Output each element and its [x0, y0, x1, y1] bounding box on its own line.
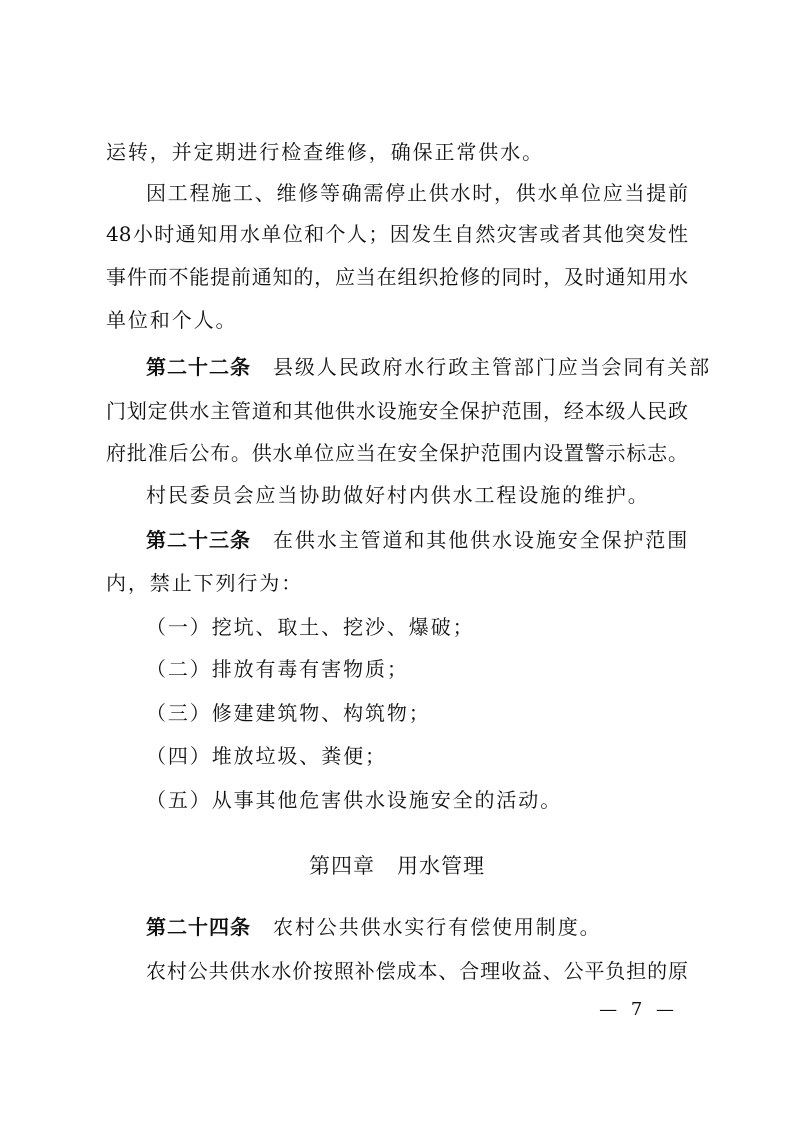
paragraph-line: 事件而不能提前通知的，应当在组织抢修的同时，及时通知用水 — [106, 265, 688, 289]
page-number: — 7 — — [599, 999, 678, 1020]
paragraph-line: 单位和个人。 — [106, 308, 238, 332]
paragraph-line: 内，禁止下列行为： — [106, 571, 304, 595]
article-text: 在供水主管道和其他供水设施安全保护范围 — [273, 528, 690, 552]
list-item: （二）排放有毒有害物质； — [146, 657, 409, 681]
chapter-heading: 第四章 用水管理 — [309, 854, 485, 878]
paragraph-line: 门划定供水主管道和其他供水设施安全保护范围，经本级人民政 — [106, 399, 688, 423]
article-22-first-line — [146, 352, 711, 382]
list-item: （一）挖坑、取土、挖沙、爆破； — [146, 615, 475, 639]
paragraph-line: 村民委员会应当协助做好村内供水工程设施的维护。 — [146, 483, 650, 507]
article-number: 第二十四条 — [146, 915, 251, 939]
list-item: （四）堆放垃圾、粪便； — [146, 744, 387, 768]
article-number: 第二十二条 — [146, 355, 251, 379]
article-24-first-line — [146, 912, 688, 942]
paragraph-line: 48小时通知用水单位和个人；因发生自然灾害或者其他突发性 — [106, 222, 688, 246]
list-item: （五）从事其他危害供水设施安全的活动。 — [146, 788, 563, 812]
paragraph-line: 府批准后公布。供水单位应当在安全保护范围内设置警示标志。 — [106, 441, 688, 465]
paragraph-line: 农村公共供水水价按照补偿成本、合理收益、公平负担的原 — [146, 959, 688, 983]
article-text: 农村公共供水实行有偿使用制度。 — [273, 915, 602, 939]
paragraph-line: 运转，并定期进行检查维修，确保正常供水。 — [106, 140, 544, 164]
list-item: （三）修建建筑物、构筑物； — [146, 701, 431, 725]
article-number: 第二十三条 — [146, 528, 251, 552]
article-text: 县级人民政府水行政主管部门应当会同有关部 — [273, 355, 711, 379]
article-23-first-line — [146, 525, 688, 555]
paragraph-line: 因工程施工、维修等确需停止供水时，供水单位应当提前 — [146, 181, 688, 205]
